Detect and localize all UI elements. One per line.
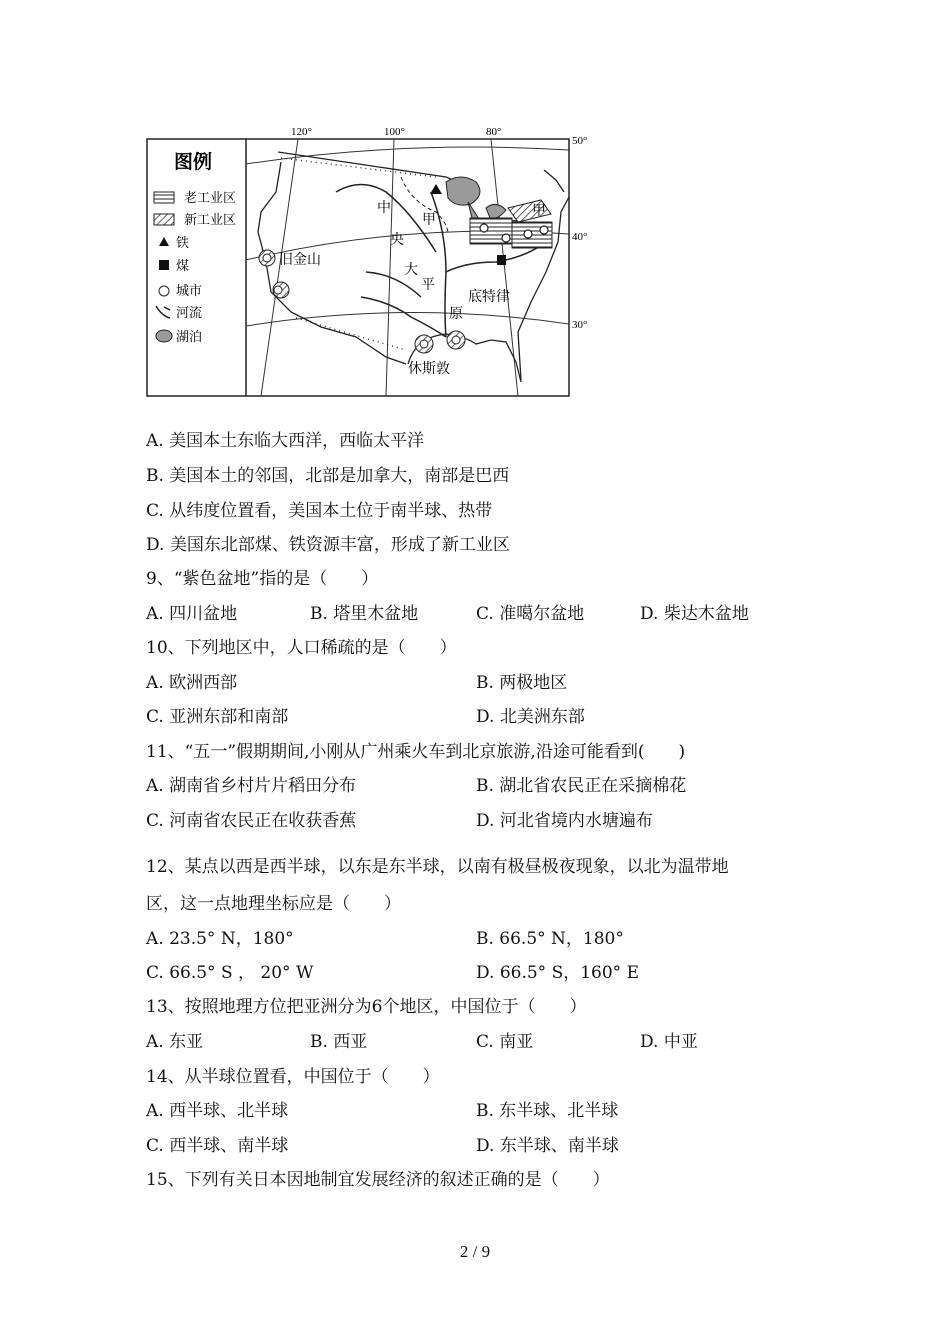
q13-stem: 13、按照地理方位把亚洲分为6个地区，中国位于（ ） <box>146 997 587 1017</box>
legend-old-industry: 老工业区 <box>184 190 237 205</box>
q12-option-b: B. 66.5° N，180° <box>476 929 624 949</box>
q13-option-b: B. 西亚 <box>310 1032 368 1052</box>
legend-new-industry: 新工业区 <box>184 212 237 227</box>
q13-option-d: D. 中亚 <box>640 1032 698 1052</box>
q11-option-a: A. 湖南省乡村片片稻田分布 <box>146 776 357 796</box>
coal-marker <box>497 255 506 265</box>
q9-option-d: D. 柴达木盆地 <box>640 604 749 624</box>
legend-iron: 铁 <box>176 235 190 250</box>
lat-label-50: 50° <box>572 135 588 147</box>
legend-river: 河流 <box>176 305 203 320</box>
legend-coal: 煤 <box>176 258 190 273</box>
lat-label-30: 30° <box>572 319 588 331</box>
label-san-francisco: 旧金山 <box>279 252 321 268</box>
label-jia-2: 甲 <box>532 203 546 219</box>
label-ping: 平 <box>421 277 435 293</box>
q12-option-c: C. 66.5° S ， 20° W <box>146 963 314 983</box>
q9-option-a: A. 四川盆地 <box>146 604 238 624</box>
q14-option-c: C. 西半球、南半球 <box>146 1136 289 1156</box>
lat-label-40: 40° <box>572 231 588 243</box>
q9-stem: 9、“紫色盆地”指的是（ ） <box>146 569 379 589</box>
legend-lake: 湖泊 <box>176 329 203 344</box>
label-zhong: 中 <box>377 200 391 216</box>
label-detroit: 底特律 <box>468 289 510 305</box>
label-jia-1: 甲 <box>422 212 436 228</box>
label-da: 大 <box>404 262 418 278</box>
q10-option-b: B. 两极地区 <box>476 673 568 693</box>
q10-option-d: D. 北美洲东部 <box>476 707 585 727</box>
q8-option-d: D. 美国东北部煤、铁资源丰富，形成了新工业区 <box>146 535 510 555</box>
q8-option-a: A. 美国本土东临大西洋，西临太平洋 <box>146 431 425 451</box>
label-yuan: 原 <box>449 306 463 322</box>
q11-option-d: D. 河北省境内水塘遍布 <box>476 811 653 831</box>
label-houston: 休斯敦 <box>408 361 450 377</box>
page-number: 2 / 9 <box>459 1242 491 1261</box>
q10-option-c: C. 亚洲东部和南部 <box>146 707 289 727</box>
q10-stem: 10、下列地区中，人口稀疏的是（ ） <box>146 638 457 658</box>
svg-text:图例: 图例 <box>174 152 213 173</box>
q8-option-c: C. 从纬度位置看，美国本土位于南半球、热带 <box>146 501 493 521</box>
q10-option-a: A. 欧洲西部 <box>146 673 238 693</box>
q8-option-b: B. 美国本土的邻国，北部是加拿大，南部是巴西 <box>146 466 510 486</box>
usa-industry-map <box>146 122 606 398</box>
q13-option-c: C. 南亚 <box>476 1032 534 1052</box>
q14-option-a: A. 西半球、北半球 <box>146 1101 289 1121</box>
lon-label-100: 100° <box>384 126 405 138</box>
q14-option-b: B. 东半球、北半球 <box>476 1101 619 1121</box>
q14-stem: 14、从半球位置看，中国位于（ ） <box>146 1067 440 1087</box>
q9-option-b: B. 塔里木盆地 <box>310 604 419 624</box>
q12-option-a: A. 23.5° N，180° <box>146 929 294 949</box>
q11-option-c: C. 河南省农民正在收获香蕉 <box>146 811 357 831</box>
q12-stem-line-1: 12、某点以西是西半球，以东是东半球，以南有极昼极夜现象，以北为温带地 <box>146 857 729 877</box>
label-yang: 央 <box>390 232 404 248</box>
q11-option-b: B. 湖北省农民正在采摘棉花 <box>476 776 687 796</box>
q15-stem: 15、下列有关日本因地制宜发展经济的叙述正确的是（ ） <box>146 1170 610 1190</box>
legend-city: 城市 <box>176 283 203 298</box>
q12-option-d: D. 66.5° S，160° E <box>476 963 639 983</box>
q12-stem-line-2: 区，这一点地理坐标应是（ ） <box>146 894 401 914</box>
q14-option-d: D. 东半球、南半球 <box>476 1136 619 1156</box>
q9-option-c: C. 准噶尔盆地 <box>476 604 585 624</box>
q11-stem: 11、“五一”假期期间,小刚从广州乘火车到北京旅游,沿途可能看到( ) <box>146 742 686 762</box>
q13-option-a: A. 东亚 <box>146 1032 204 1052</box>
lon-label-120: 120° <box>291 126 312 138</box>
lon-label-80: 80° <box>486 126 502 138</box>
